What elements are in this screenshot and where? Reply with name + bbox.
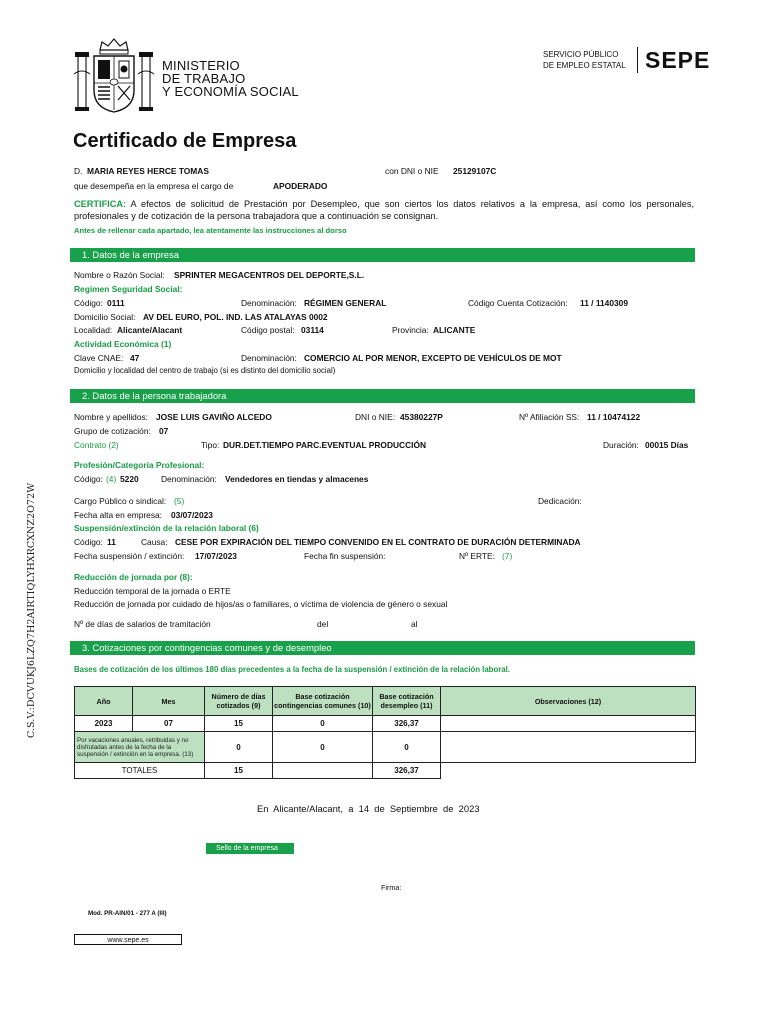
- intro-dni-value: 25129107C: [453, 166, 497, 176]
- profesion-codigo-label: Código:: [74, 474, 103, 484]
- cnae-denominacion-label: Denominación:: [241, 353, 297, 363]
- certifica-paragraph: [74, 199, 694, 222]
- col-header-base-comunes: Base cotización contingencias comunes (10): [273, 687, 373, 716]
- vacaciones-dias: 0: [205, 732, 273, 763]
- fecha-suspension-value: 17/07/2023: [195, 551, 237, 561]
- dedicacion-label: Dedicación:: [538, 496, 582, 506]
- intro-person-name: MARIA REYES HERCE TOMAS: [87, 166, 209, 176]
- erte-label: Nº ERTE:: [459, 551, 495, 561]
- causa-value: CESE POR EXPIRACIÓN DEL TIEMPO CONVENIDO EN EL CONTRATO DE DURACIÓN DETERMINADA: [175, 537, 581, 547]
- razon-social-label: Nombre o Razón Social:: [74, 270, 165, 280]
- cnae-denominacion-value: COMERCIO AL POR MENOR, EXCEPTO DE VEHÍCULOS DE MOT: [304, 353, 562, 363]
- ccc-value: 11 / 1140309: [580, 298, 628, 308]
- duracion-label: Duración:: [603, 440, 639, 450]
- reduccion-line-1: Reducción temporal de la jornada o ERTE: [74, 586, 231, 596]
- col-header-mes: Mes: [133, 687, 205, 716]
- contrato-tipo-value: DUR.DET.TIEMPO PARC.EVENTUAL PRODUCCIÓN: [223, 440, 427, 450]
- certifica-line-2: personales, profesionales y de cotización de la persona trabajadora que a continuación se consignan.: [74, 199, 695, 221]
- razon-social-value: SPRINTER MEGACENTROS DEL DEPORTE,S.L.: [174, 270, 365, 280]
- cell-mes: 07: [133, 716, 205, 732]
- certifica-line-1: A efectos de solicitud de Prestación por Desempleo, que son ciertos los datos relativos a la empresa, así como los: [130, 199, 642, 209]
- firma-label: Firma:: [381, 883, 402, 892]
- sepe-logo: [537, 44, 711, 76]
- section-2-header: [70, 389, 695, 403]
- afiliacion-value: 11 / 10474122: [587, 412, 641, 422]
- section-3-header: [70, 641, 695, 655]
- sepe-wordmark: SEPE: [645, 47, 711, 73]
- vacaciones-base-desempleo: 0: [373, 732, 441, 763]
- modelo-code: Mod. PR-AIN/01 - 277 A (III): [88, 910, 167, 917]
- profesion-denominacion-label: Denominación:: [161, 474, 217, 484]
- grupo-cotizacion-value: 07: [159, 426, 169, 436]
- trabajador-dni-label: DNI o NIE:: [355, 412, 396, 422]
- fecha-alta-value: 03/07/2023: [171, 510, 213, 520]
- sepe-divider: [637, 47, 638, 73]
- ccc-label: Código Cuenta Cotización:: [468, 298, 568, 308]
- section-1-header: [70, 248, 695, 262]
- causa-label: Causa:: [141, 537, 168, 547]
- profesion-denominacion-value: Vendedores en tiendas y almacenes: [225, 474, 369, 484]
- col-header-observaciones: Observaciones (12): [441, 687, 696, 716]
- domicilio-value: AV DEL EURO, POL. IND. LAS ATALAYAS 0002: [143, 312, 328, 322]
- totales-dias: 15: [205, 763, 273, 779]
- regimen-title: Regimen Seguridad Social:: [74, 284, 183, 294]
- duracion-value: 00015 Días: [645, 440, 689, 450]
- vacaciones-observaciones: [441, 732, 696, 763]
- contrato-label: Contrato (2): [74, 440, 119, 450]
- regimen-denominacion-label: Denominación:: [241, 298, 297, 308]
- profesion-codigo-ref: (4): [106, 474, 117, 484]
- vacaciones-base-comunes: 0: [273, 732, 373, 763]
- domicilio-label: Domicilio Social:: [74, 312, 136, 322]
- reduccion-title: Reducción de jornada por (8):: [74, 572, 193, 582]
- ministry-line-2: DE TRABAJO: [162, 71, 246, 86]
- suspension-codigo-label: Código:: [74, 537, 103, 547]
- fecha-alta-label: Fecha alta en empresa:: [74, 510, 162, 520]
- vacaciones-note: Por vacaciones anuales, retribuidas y no disfrutadas antes de la fecha de la suspensión / extinción en la empresa. (13): [75, 732, 205, 763]
- salarios-tramitacion-label: Nº de días de salarios de tramitación: [74, 619, 211, 629]
- cotizaciones-table: [74, 686, 696, 779]
- cargo-publico-ref: (5): [174, 496, 185, 506]
- section-3-subtitle: Bases de cotización de los últimos 180 días precedentes a la fecha de la suspensión / extinción de la relación laboral.: [74, 665, 510, 674]
- instructions-note: Antes de rellenar cada apartado, lea atentamente las instrucciones al dorso: [74, 226, 347, 235]
- totales-base-comunes: [273, 763, 373, 779]
- trabajador-nombre-label: Nombre y apellidos:: [74, 412, 149, 422]
- cell-ano: 2023: [75, 716, 133, 732]
- cnae-label: Clave CNAE:: [74, 353, 124, 363]
- coat-of-arms-icon: [72, 38, 156, 114]
- ministry-line-3: Y ECONOMÍA SOCIAL: [162, 84, 299, 99]
- certifica-label: CERTIFICA:: [74, 199, 127, 209]
- provincia-label: Provincia:: [392, 325, 429, 335]
- section-3-title: 3. Cotizaciones por contingencias comunes y de desempleo: [82, 642, 332, 653]
- reduccion-line-2: Reducción de jornada por cuidado de hijos/as o familiares, o víctima de violencia de género o sexual: [74, 599, 448, 609]
- col-header-base-desempleo: Base cotización desempleo (11): [373, 687, 441, 716]
- cnae-value: 47: [130, 353, 140, 363]
- fecha-suspension-label: Fecha suspensión / extinción:: [74, 551, 185, 561]
- regimen-codigo-value: 0111: [107, 298, 125, 308]
- salarios-al-label: al: [411, 619, 418, 629]
- fecha-fin-suspension-label: Fecha fin suspensión:: [304, 551, 386, 561]
- profesion-title: Profesión/Categoría Profesional:: [74, 460, 205, 470]
- suspension-title: Suspensión/extinción de la relación laboral (6): [74, 523, 259, 533]
- regimen-denominacion-value: RÉGIMEN GENERAL: [304, 298, 387, 308]
- trabajador-nombre-value: JOSE LUIS GAVIÑO ALCEDO: [156, 412, 272, 422]
- intro-cargo-text: que desempeña en la empresa el cargo de: [74, 181, 234, 191]
- suspension-codigo-value: 11: [107, 537, 116, 547]
- totales-base-desempleo: 326,37: [373, 763, 441, 779]
- trabajador-dni-value: 45380227P: [400, 412, 443, 422]
- intro-cargo-value: APODERADO: [273, 181, 328, 191]
- cargo-publico-label: Cargo Público o sindical:: [74, 496, 167, 506]
- page-title: Certificado de Empresa: [73, 130, 297, 152]
- vacaciones-row: [75, 732, 696, 763]
- regimen-codigo-label: Código:: [74, 298, 103, 308]
- sepe-agency-name: [543, 49, 626, 71]
- actividad-title: Actividad Económica (1): [74, 339, 172, 349]
- sepe-line-2: DE EMPLEO ESTATAL: [543, 61, 626, 70]
- sepe-website-link[interactable]: www.sepe.es: [74, 934, 182, 945]
- totales-label: TOTALES: [75, 763, 205, 779]
- localidad-value: Alicante/Alacant: [117, 325, 183, 335]
- cell-observaciones: [441, 716, 696, 732]
- domicilio-centro-text: Domicilio y localidad del centro de trabajo (si es distinto del domicilio social): [74, 366, 336, 375]
- cell-base-comunes: 0: [273, 716, 373, 732]
- col-header-ano: Año: [75, 687, 133, 716]
- sello-empresa-label: Sello de la empresa: [206, 843, 294, 854]
- sepe-line-1: SERVICIO PÚBLICO: [543, 50, 619, 59]
- col-header-dias: Número de días cotizados (9): [205, 687, 273, 716]
- totales-empty: [441, 763, 696, 779]
- cp-label: Código postal:: [241, 325, 295, 335]
- provincia-value: ALICANTE: [433, 325, 476, 335]
- place-date: En Alicante/Alacant, a 14 de Septiembre de 2023: [257, 803, 480, 814]
- intro-dni-label: con DNI o NIE: [385, 166, 439, 176]
- afiliacion-label: Nº Afiliación SS:: [519, 412, 580, 422]
- salarios-del-label: del: [317, 619, 329, 629]
- table-header-row: [75, 687, 696, 716]
- grupo-cotizacion-label: Grupo de cotización:: [74, 426, 151, 436]
- csv-code: C.S.V.:DCVUKJ6LZQ7H2AIRTIQLYHXRCXNZ2O72W: [26, 482, 37, 738]
- cell-base-desempleo: 326,37: [373, 716, 441, 732]
- contrato-tipo-label: Tipo:: [201, 440, 220, 450]
- cp-value: 03114: [301, 325, 324, 335]
- section-1-title: 1. Datos de la empresa: [82, 249, 179, 260]
- section-2-title: 2. Datos de la persona trabajadora: [82, 390, 227, 401]
- totales-row: [75, 763, 696, 779]
- intro-d-label: D.: [74, 166, 83, 176]
- erte-ref: (7): [502, 551, 513, 561]
- localidad-label: Localidad:: [74, 325, 113, 335]
- table-row: [75, 716, 696, 732]
- ministry-line-1: MINISTERIO: [162, 58, 240, 73]
- profesion-codigo-value: 5220: [120, 474, 139, 484]
- ministry-name: [162, 59, 299, 98]
- cell-dias: 15: [205, 716, 273, 732]
